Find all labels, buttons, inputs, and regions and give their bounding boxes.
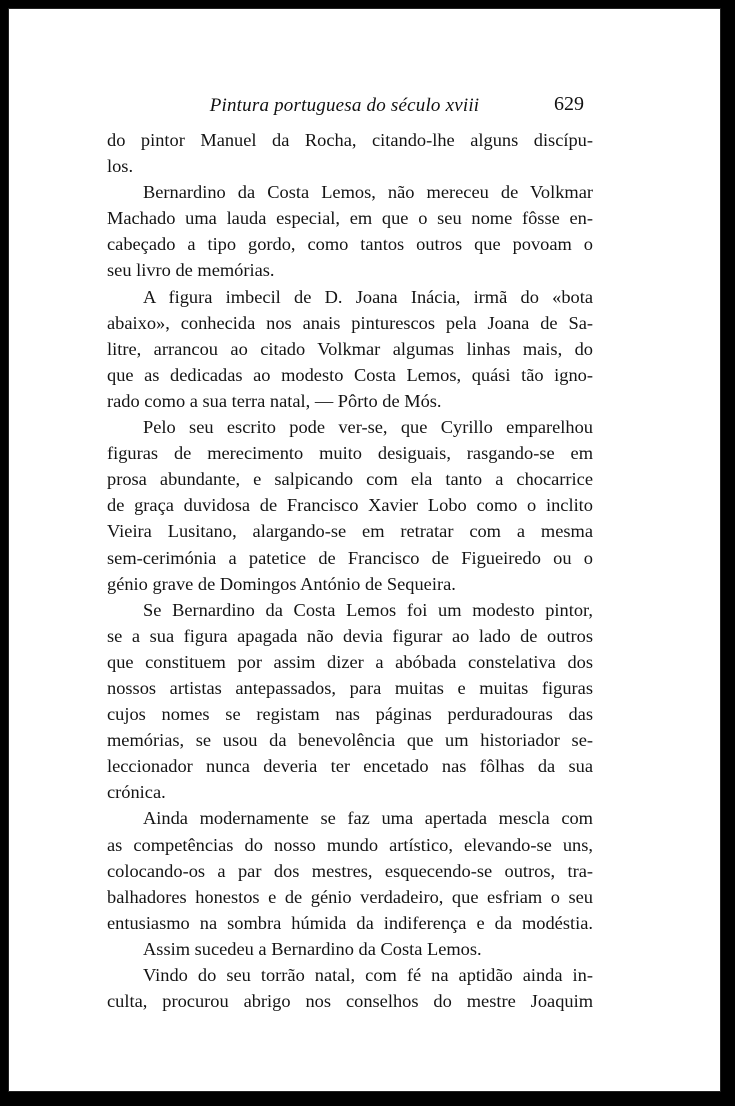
text-line: Machado uma lauda especial, em que o seu nome fôsse en- xyxy=(107,208,593,229)
text-line: leccionador nunca deveria ter encetado nas fôlhas da sua xyxy=(107,756,593,777)
text-line: litre, arrancou ao citado Volkmar algumas linhas mais, do xyxy=(107,338,593,359)
text-line: Bernardino da Costa Lemos, não mereceu de Volkmar xyxy=(143,182,593,203)
paragraph xyxy=(107,597,593,806)
body-text xyxy=(107,127,593,1014)
paragraph xyxy=(107,179,593,283)
text-line: abaixo», conhecida nos anais pinturescos pela Joana de Sa- xyxy=(107,312,593,333)
book-page xyxy=(8,8,721,1092)
paragraph xyxy=(107,936,593,962)
text-line: figuras de merecimento muito desiguais, rasgando-se em xyxy=(107,443,593,464)
text-line: Se Bernardino da Costa Lemos foi um modesto pintor, xyxy=(143,599,593,620)
text-line: que constituem por assim dizer a abóbada constelativa dos xyxy=(107,651,593,672)
paragraph xyxy=(107,284,593,414)
page-number: 629 xyxy=(554,93,584,115)
text-line: sem-cerimónia a patetice de Francisco de Figueiredo ou o xyxy=(107,547,593,568)
text-line: Pelo seu escrito pode ver-se, que Cyrillo emparelhou xyxy=(143,417,593,438)
text-line: A figura imbecil de D. Joana Inácia, irmã do «bota xyxy=(143,286,593,307)
text-line: do pintor Manuel da Rocha, citando-lhe alguns discípu- xyxy=(107,130,593,150)
running-title: Pintura portuguesa do século xviii xyxy=(209,95,480,116)
text-line: Ainda modernamente se faz uma apertada mescla com xyxy=(143,808,593,829)
paragraph xyxy=(107,962,593,1014)
text-line: prosa abundante, e salpicando com ela tanto a chocarrice xyxy=(107,469,593,490)
text-line: de graça duvidosa de Francisco Xavier Lobo como o inclito xyxy=(107,495,593,516)
paragraph xyxy=(107,414,593,597)
page-header xyxy=(105,85,584,125)
text-line: los. xyxy=(107,156,134,177)
text-line: que as dedicadas ao modesto Costa Lemos, quási tão igno- xyxy=(107,364,593,385)
text-line: cabeçado a tipo gordo, como tantos outros que povoam o xyxy=(107,234,593,255)
text-line: génio grave de Domingos António de Sequeira. xyxy=(107,573,456,594)
paragraph xyxy=(107,805,593,935)
text-line: balhadores honestos e de génio verdadeiro, que esfriam o seu xyxy=(107,886,593,907)
text-line: Vieira Lusitano, alargando-se em retratar com a mesma xyxy=(107,521,593,542)
text-line: Assim sucedeu a Bernardino da Costa Lemos. xyxy=(143,938,482,959)
text-line: colocando-os a par dos mestres, esquecendo-se outros, tra- xyxy=(107,860,593,881)
text-line: seu livro de memórias. xyxy=(107,260,275,281)
text-line: as competências do nosso mundo artístico, elevando-se uns, xyxy=(107,834,593,855)
paragraph xyxy=(107,127,593,179)
text-line: se a sua figura apagada não devia figurar ao lado de outros xyxy=(107,625,593,646)
text-line: entusiasmo na sombra húmida da indiferença e da modéstia. xyxy=(107,912,593,933)
text-line: rado como a sua terra natal, — Pôrto de Mós. xyxy=(107,390,442,411)
text-line: Vindo do seu torrão natal, com fé na aptidão ainda in- xyxy=(143,965,593,985)
text-line: cujos nomes se registam nas páginas perduradouras das xyxy=(107,704,593,725)
text-line: memórias, se usou da benevolência que um historiador se- xyxy=(107,730,593,751)
text-line: nossos artistas antepassados, para muitas e muitas figuras xyxy=(107,677,593,698)
text-line: crónica. xyxy=(107,782,166,803)
text-line: culta, procurou abrigo nos conselhos do mestre Joaquim xyxy=(107,991,593,1012)
